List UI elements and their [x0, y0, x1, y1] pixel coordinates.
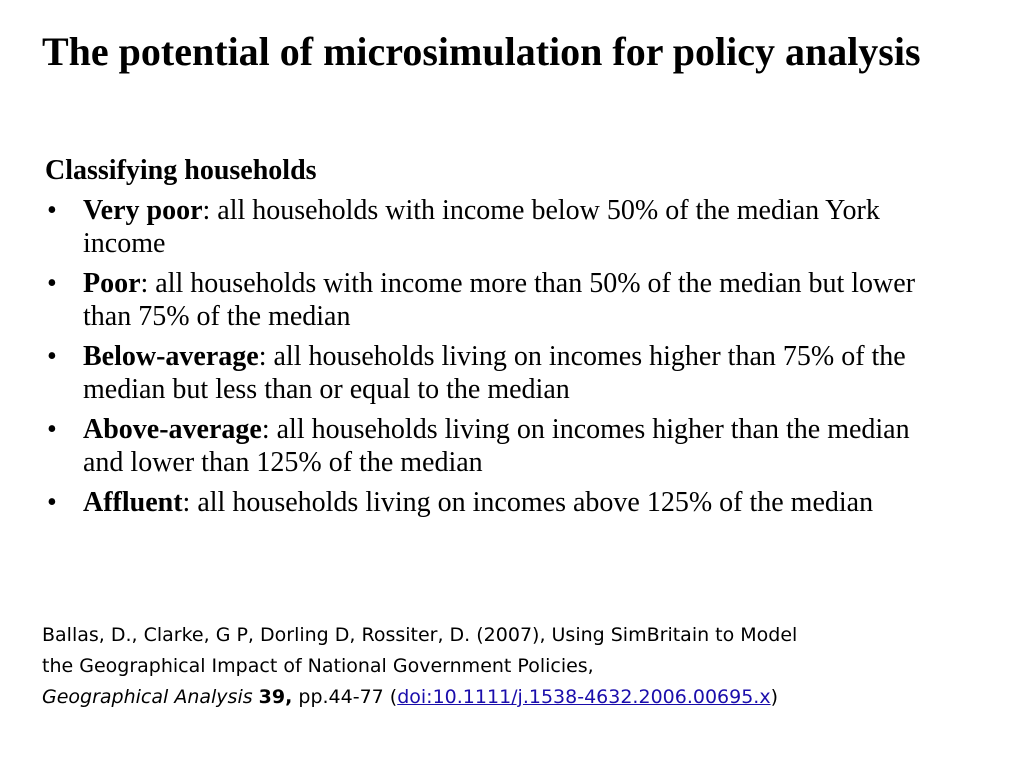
bullet-icon: •	[47, 341, 57, 372]
term-description: : all households with income below 50% of the median York income	[83, 195, 880, 259]
list-item-poor	[45, 267, 945, 333]
list-item-below-average	[45, 340, 945, 406]
term-description: : all households living on incomes higher than 75% of the median but less than or equal to the median	[83, 341, 906, 405]
term-label: Below-average	[83, 341, 259, 372]
term-label: Affluent	[83, 487, 183, 518]
journal-name: Geographical Analysis	[42, 686, 253, 708]
citation-line-2: the Geographical Impact of National Government Policies,	[42, 655, 594, 677]
journal-volume: 39,	[258, 686, 293, 708]
section-subheading: Classifying households	[45, 155, 317, 186]
term-description: : all households living on incomes higher than the median and lower than 125% of the median	[83, 414, 910, 478]
household-classification-list	[45, 194, 945, 519]
term-description: : all households with income more than 50% of the median but lower than 75% of the median	[83, 268, 916, 332]
bullet-icon: •	[47, 268, 57, 299]
citation	[42, 620, 942, 713]
term-label: Above-average	[83, 414, 262, 445]
term-label: Very poor	[83, 195, 203, 226]
term-description: : all households living on incomes above 125% of the median	[182, 487, 874, 518]
citation-pages: pp.44-77 (	[292, 686, 398, 708]
slide-title: The potential of microsimulation for policy analysis	[42, 29, 921, 74]
bullet-icon: •	[47, 414, 57, 445]
term-label: Poor	[83, 268, 141, 299]
citation-line-1: Ballas, D., Clarke, G P, Dorling D, Rossiter, D. (2007), Using SimBritain to Model	[42, 624, 798, 646]
doi-link[interactable]: doi:10.1111/j.1538-4632.2006.00695.x	[397, 686, 771, 708]
bullet-icon: •	[47, 195, 57, 226]
citation-close-paren: )	[770, 686, 779, 708]
citation-line-3	[42, 682, 942, 713]
slide-content	[45, 154, 945, 526]
list-item-affluent	[45, 486, 945, 519]
bullet-icon: •	[47, 487, 57, 518]
list-item-above-average	[45, 413, 945, 479]
list-item-very-poor	[45, 194, 945, 260]
